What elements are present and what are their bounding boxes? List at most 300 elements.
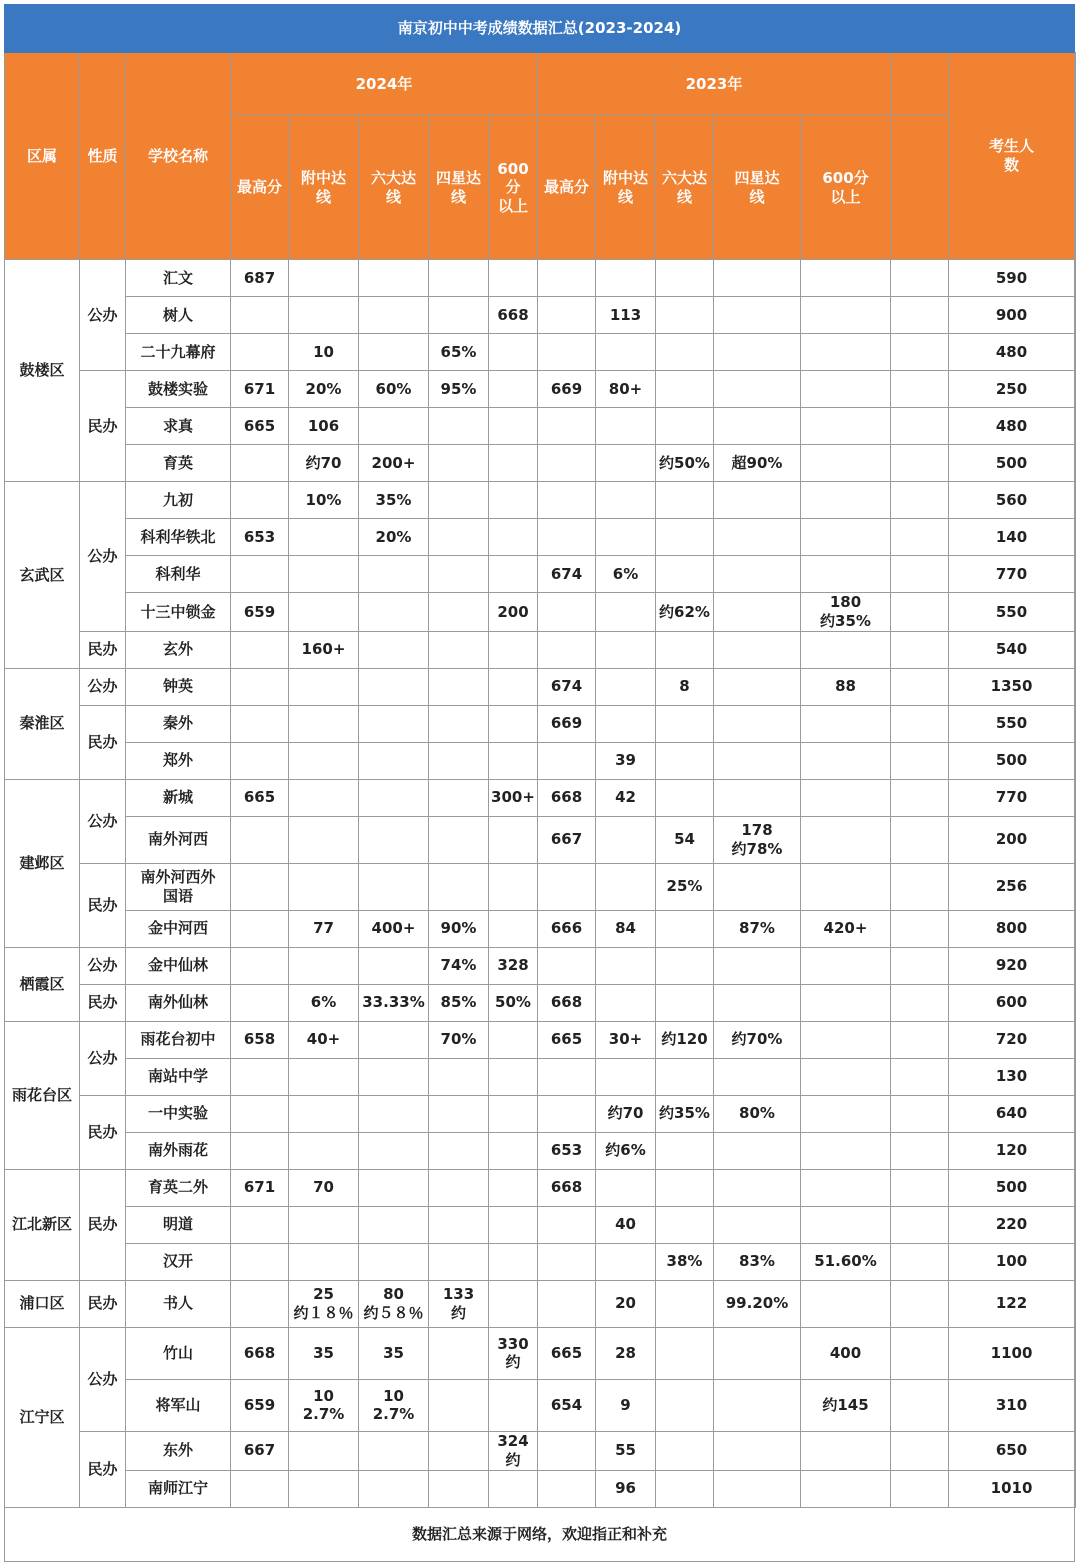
students-cell: 100 — [949, 1243, 1075, 1280]
students-cell: 200 — [949, 816, 1075, 863]
value-cell — [538, 519, 596, 556]
value-cell — [489, 631, 538, 668]
value-cell — [596, 947, 656, 984]
value-cell — [714, 1206, 801, 1243]
value-cell — [231, 1206, 289, 1243]
value-cell — [429, 779, 489, 816]
value-cell — [489, 742, 538, 779]
school-name: 九初 — [126, 482, 231, 519]
value-cell — [891, 1132, 949, 1169]
district-name: 鼓楼区 — [5, 260, 80, 482]
value-cell — [656, 1206, 714, 1243]
value-cell — [289, 742, 359, 779]
value-cell — [231, 631, 289, 668]
rank-rate-cell — [1075, 1132, 1076, 1169]
value-cell — [289, 1058, 359, 1095]
value-cell — [429, 863, 489, 910]
rank-rate-cell — [1075, 668, 1076, 705]
value-cell: 40+ — [289, 1021, 359, 1058]
school-name: 汉开 — [126, 1243, 231, 1280]
value-cell — [359, 1021, 429, 1058]
value-cell — [891, 1379, 949, 1431]
school-name: 秦外 — [126, 705, 231, 742]
value-cell: 200 — [489, 593, 538, 632]
value-cell — [891, 947, 949, 984]
value-cell: 83% — [714, 1243, 801, 1280]
school-name: 明道 — [126, 1206, 231, 1243]
value-cell: 80 约５８％ — [359, 1280, 429, 1327]
value-cell — [714, 1132, 801, 1169]
school-name: 雨花台初中 — [126, 1021, 231, 1058]
value-cell: 约145 — [801, 1379, 891, 1431]
school-nature: 民办 — [80, 984, 126, 1021]
value-cell: 40 — [596, 1206, 656, 1243]
value-cell — [231, 445, 289, 482]
value-cell — [891, 445, 949, 482]
value-cell — [289, 947, 359, 984]
table-row — [5, 1379, 1076, 1431]
value-cell — [656, 1058, 714, 1095]
value-cell: 42 — [596, 779, 656, 816]
value-cell — [714, 779, 801, 816]
students-cell: 900 — [949, 297, 1075, 334]
value-cell — [891, 408, 949, 445]
value-cell — [656, 947, 714, 984]
rank-rate-cell — [1075, 408, 1076, 445]
school-name: 南外仙林 — [126, 984, 231, 1021]
school-name: 钟英 — [126, 668, 231, 705]
value-cell — [289, 816, 359, 863]
rank-rate-cell — [1075, 1243, 1076, 1280]
value-cell: 665 — [538, 1327, 596, 1379]
value-cell: 6% — [596, 556, 656, 593]
value-cell — [801, 1206, 891, 1243]
students-cell: 1100 — [949, 1327, 1075, 1379]
value-cell — [596, 1243, 656, 1280]
students-cell: 1350 — [949, 668, 1075, 705]
district-name: 秦淮区 — [5, 668, 80, 779]
value-cell — [538, 1243, 596, 1280]
school-name: 育英二外 — [126, 1169, 231, 1206]
value-cell — [359, 408, 429, 445]
value-cell — [801, 1058, 891, 1095]
students-cell: 122 — [949, 1280, 1075, 1327]
value-cell — [596, 408, 656, 445]
value-cell — [359, 863, 429, 910]
value-cell — [489, 1021, 538, 1058]
students-cell: 550 — [949, 705, 1075, 742]
school-name: 二十九幕府 — [126, 334, 231, 371]
value-cell: 55 — [596, 1431, 656, 1470]
value-cell: 180 约35% — [801, 593, 891, 632]
value-cell — [801, 742, 891, 779]
value-cell: 668 — [489, 297, 538, 334]
value-cell — [891, 668, 949, 705]
rank-rate-cell — [1075, 863, 1076, 910]
table-row — [5, 1431, 1076, 1470]
value-cell: 80% — [714, 1095, 801, 1132]
value-cell — [801, 1169, 891, 1206]
value-cell — [801, 1021, 891, 1058]
value-cell: 25% — [656, 863, 714, 910]
rank-rate-cell — [1075, 1021, 1076, 1058]
value-cell — [538, 297, 596, 334]
value-cell: 39 — [596, 742, 656, 779]
value-cell — [714, 1169, 801, 1206]
value-cell — [489, 334, 538, 371]
value-cell — [489, 1243, 538, 1280]
value-cell — [231, 556, 289, 593]
rank-rate-cell — [1075, 334, 1076, 371]
table-row — [5, 631, 1076, 668]
value-cell: 669 — [538, 371, 596, 408]
value-cell: 77 — [289, 910, 359, 947]
value-cell — [231, 1095, 289, 1132]
value-cell — [231, 334, 289, 371]
students-cell: 480 — [949, 334, 1075, 371]
value-cell — [656, 519, 714, 556]
value-cell — [489, 705, 538, 742]
value-cell — [231, 1132, 289, 1169]
students-cell: 120 — [949, 1132, 1075, 1169]
value-cell — [656, 371, 714, 408]
rank-rate-cell — [1075, 519, 1076, 556]
value-cell — [596, 482, 656, 519]
value-cell — [231, 668, 289, 705]
value-cell — [538, 593, 596, 632]
header-nature: 性质 — [80, 53, 126, 260]
value-cell — [359, 297, 429, 334]
value-cell — [596, 631, 656, 668]
value-cell — [429, 1169, 489, 1206]
value-cell — [714, 408, 801, 445]
school-nature: 民办 — [80, 863, 126, 947]
value-cell — [801, 947, 891, 984]
table-row — [5, 1058, 1076, 1095]
district-name: 玄武区 — [5, 482, 80, 669]
table-row — [5, 863, 1076, 910]
value-cell — [359, 1058, 429, 1095]
students-cell: 560 — [949, 482, 1075, 519]
value-cell — [891, 984, 949, 1021]
school-name: 育英 — [126, 445, 231, 482]
value-cell — [489, 445, 538, 482]
value-cell: 8 — [656, 668, 714, 705]
value-cell — [489, 1058, 538, 1095]
value-cell — [596, 593, 656, 632]
value-cell — [289, 1243, 359, 1280]
value-cell — [538, 1058, 596, 1095]
table-row — [5, 260, 1076, 297]
school-nature: 公办 — [80, 1327, 126, 1431]
value-cell — [429, 1132, 489, 1169]
students-cell: 256 — [949, 863, 1075, 910]
value-cell — [801, 705, 891, 742]
school-name: 金中河西 — [126, 910, 231, 947]
value-cell — [891, 1021, 949, 1058]
title-row — [5, 5, 1076, 53]
header-year-2024: 2024年 — [231, 53, 538, 116]
students-cell: 650 — [949, 1431, 1075, 1470]
students-cell: 600 — [949, 984, 1075, 1021]
value-cell — [231, 984, 289, 1021]
value-cell: 超90% — [714, 445, 801, 482]
value-cell: 665 — [231, 408, 289, 445]
school-name: 将军山 — [126, 1379, 231, 1431]
value-cell — [489, 863, 538, 910]
value-cell — [429, 668, 489, 705]
value-cell — [656, 1169, 714, 1206]
value-cell: 约50% — [656, 445, 714, 482]
value-cell — [489, 482, 538, 519]
table-row — [5, 445, 1076, 482]
table-row — [5, 742, 1076, 779]
value-cell — [801, 334, 891, 371]
students-cell: 920 — [949, 947, 1075, 984]
students-cell: 130 — [949, 1058, 1075, 1095]
value-cell — [656, 408, 714, 445]
value-cell — [596, 260, 656, 297]
value-cell — [538, 742, 596, 779]
value-cell: 约120 — [656, 1021, 714, 1058]
rank-rate-cell — [1075, 260, 1076, 297]
value-cell — [801, 408, 891, 445]
value-cell — [714, 519, 801, 556]
value-cell: 178 约78% — [714, 816, 801, 863]
rank-rate-cell — [1075, 631, 1076, 668]
school-nature: 民办 — [80, 371, 126, 482]
value-cell — [538, 631, 596, 668]
value-cell: 668 — [231, 1327, 289, 1379]
table-row — [5, 1169, 1076, 1206]
value-cell — [231, 863, 289, 910]
value-cell: 95% — [429, 371, 489, 408]
students-cell: 540 — [949, 631, 1075, 668]
district-name: 栖霞区 — [5, 947, 80, 1021]
value-cell — [538, 1431, 596, 1470]
value-cell: 20% — [359, 519, 429, 556]
district-name: 建邺区 — [5, 779, 80, 947]
value-cell — [714, 705, 801, 742]
value-cell: 74% — [429, 947, 489, 984]
value-cell: 54 — [656, 816, 714, 863]
school-nature: 民办 — [80, 1095, 126, 1169]
value-cell — [489, 1206, 538, 1243]
rank-rate-cell — [1075, 742, 1076, 779]
header-blank — [891, 53, 949, 116]
value-cell — [429, 816, 489, 863]
value-cell — [656, 1379, 714, 1431]
value-cell — [714, 668, 801, 705]
value-cell: 20% — [289, 371, 359, 408]
value-cell: 674 — [538, 668, 596, 705]
value-cell — [656, 1431, 714, 1470]
value-cell: 约62% — [656, 593, 714, 632]
value-cell — [801, 631, 891, 668]
value-cell — [289, 1132, 359, 1169]
value-cell — [656, 334, 714, 371]
value-cell — [891, 593, 949, 632]
footer-note: 数据汇总来源于网络，欢迎指正和补充 — [5, 1507, 1075, 1561]
table-row — [5, 297, 1076, 334]
students-cell: 770 — [949, 779, 1075, 816]
value-cell — [429, 1379, 489, 1431]
value-cell — [656, 1327, 714, 1379]
header-row — [5, 53, 1076, 116]
value-cell — [359, 1095, 429, 1132]
value-cell — [801, 1470, 891, 1507]
value-cell — [429, 445, 489, 482]
students-cell: 770 — [949, 556, 1075, 593]
value-cell — [538, 1470, 596, 1507]
value-cell — [891, 1327, 949, 1379]
school-nature: 民办 — [80, 1431, 126, 1507]
value-cell — [891, 297, 949, 334]
value-cell — [289, 593, 359, 632]
rank-rate-cell — [1075, 1431, 1076, 1470]
students-cell: 500 — [949, 1169, 1075, 1206]
rank-rate-cell — [1075, 1095, 1076, 1132]
value-cell — [801, 816, 891, 863]
school-name: 竹山 — [126, 1327, 231, 1379]
school-nature: 公办 — [80, 779, 126, 863]
table-row — [5, 556, 1076, 593]
school-name: 玄外 — [126, 631, 231, 668]
school-name: 汇文 — [126, 260, 231, 297]
value-cell — [801, 297, 891, 334]
value-cell — [359, 593, 429, 632]
value-cell: 200+ — [359, 445, 429, 482]
rank-rate-cell — [1075, 556, 1076, 593]
table-row — [5, 947, 1076, 984]
value-cell: 420+ — [801, 910, 891, 947]
value-cell — [489, 1095, 538, 1132]
value-cell — [359, 1470, 429, 1507]
value-cell: 9 — [596, 1379, 656, 1431]
value-cell: 674 — [538, 556, 596, 593]
header-2024-col: 四星达 线 — [429, 116, 489, 260]
header-2024-col: 600 分 以上 — [489, 116, 538, 260]
value-cell — [489, 1470, 538, 1507]
value-cell: 70 — [289, 1169, 359, 1206]
table-row — [5, 705, 1076, 742]
value-cell: 668 — [538, 984, 596, 1021]
value-cell — [231, 910, 289, 947]
value-cell — [714, 863, 801, 910]
value-cell — [596, 668, 656, 705]
value-cell — [891, 1280, 949, 1327]
rank-rate-cell — [1075, 1058, 1076, 1095]
value-cell: 60% — [359, 371, 429, 408]
value-cell — [429, 1206, 489, 1243]
school-name: 新城 — [126, 779, 231, 816]
school-name: 科利华铁北 — [126, 519, 231, 556]
value-cell — [231, 1058, 289, 1095]
value-cell — [891, 334, 949, 371]
value-cell: 10 2.7% — [289, 1379, 359, 1431]
value-cell — [289, 668, 359, 705]
value-cell — [891, 371, 949, 408]
value-cell — [429, 1243, 489, 1280]
value-cell: 659 — [231, 593, 289, 632]
header-2023-col: 四星达 线 — [714, 116, 801, 260]
value-cell — [891, 742, 949, 779]
value-cell: 90% — [429, 910, 489, 947]
header-students: 考生人 数 — [949, 53, 1075, 260]
value-cell: 659 — [231, 1379, 289, 1431]
value-cell — [714, 371, 801, 408]
school-name: 南外雨花 — [126, 1132, 231, 1169]
value-cell — [714, 947, 801, 984]
value-cell — [359, 334, 429, 371]
school-nature: 民办 — [80, 1169, 126, 1280]
value-cell — [891, 910, 949, 947]
value-cell — [429, 519, 489, 556]
students-cell: 550 — [949, 593, 1075, 632]
value-cell — [656, 779, 714, 816]
value-cell — [429, 1095, 489, 1132]
value-cell — [289, 519, 359, 556]
page-title: 南京初中中考成绩数据汇总(2023-2024) — [5, 5, 1075, 53]
table-row — [5, 371, 1076, 408]
value-cell — [596, 445, 656, 482]
value-cell: 35 — [359, 1327, 429, 1379]
value-cell: 96 — [596, 1470, 656, 1507]
value-cell — [714, 1470, 801, 1507]
value-cell: 687 — [231, 260, 289, 297]
value-cell — [289, 1095, 359, 1132]
school-name: 南外河西 — [126, 816, 231, 863]
value-cell: 330 约 — [489, 1327, 538, 1379]
value-cell — [714, 631, 801, 668]
table-row — [5, 668, 1076, 705]
value-cell: 51.60% — [801, 1243, 891, 1280]
table-row — [5, 779, 1076, 816]
students-cell: 1010 — [949, 1470, 1075, 1507]
value-cell: 50% — [489, 984, 538, 1021]
value-cell — [891, 1206, 949, 1243]
value-cell — [801, 519, 891, 556]
header-2023-col: 附中达 线 — [596, 116, 656, 260]
value-cell — [714, 593, 801, 632]
value-cell — [289, 779, 359, 816]
header-year-2023: 2023年 — [538, 53, 891, 116]
value-cell — [596, 816, 656, 863]
value-cell: 6% — [289, 984, 359, 1021]
value-cell — [801, 1095, 891, 1132]
table-row — [5, 1280, 1076, 1327]
students-cell: 250 — [949, 371, 1075, 408]
school-name: 南师江宁 — [126, 1470, 231, 1507]
header-school: 学校名称 — [126, 53, 231, 260]
rank-rate-cell — [1075, 705, 1076, 742]
table-row — [5, 1095, 1076, 1132]
value-cell — [801, 1431, 891, 1470]
value-cell — [891, 705, 949, 742]
value-cell — [656, 910, 714, 947]
header-2024-col: 最高分 — [231, 116, 289, 260]
school-nature: 公办 — [80, 1021, 126, 1095]
value-cell — [538, 1206, 596, 1243]
header-2023-col: 600分 以上 — [801, 116, 891, 260]
header-2023-col: 最高分 — [538, 116, 596, 260]
value-cell: 669 — [538, 705, 596, 742]
value-cell — [891, 1169, 949, 1206]
value-cell: 约70 — [596, 1095, 656, 1132]
value-cell — [891, 863, 949, 910]
value-cell — [489, 371, 538, 408]
value-cell — [714, 260, 801, 297]
